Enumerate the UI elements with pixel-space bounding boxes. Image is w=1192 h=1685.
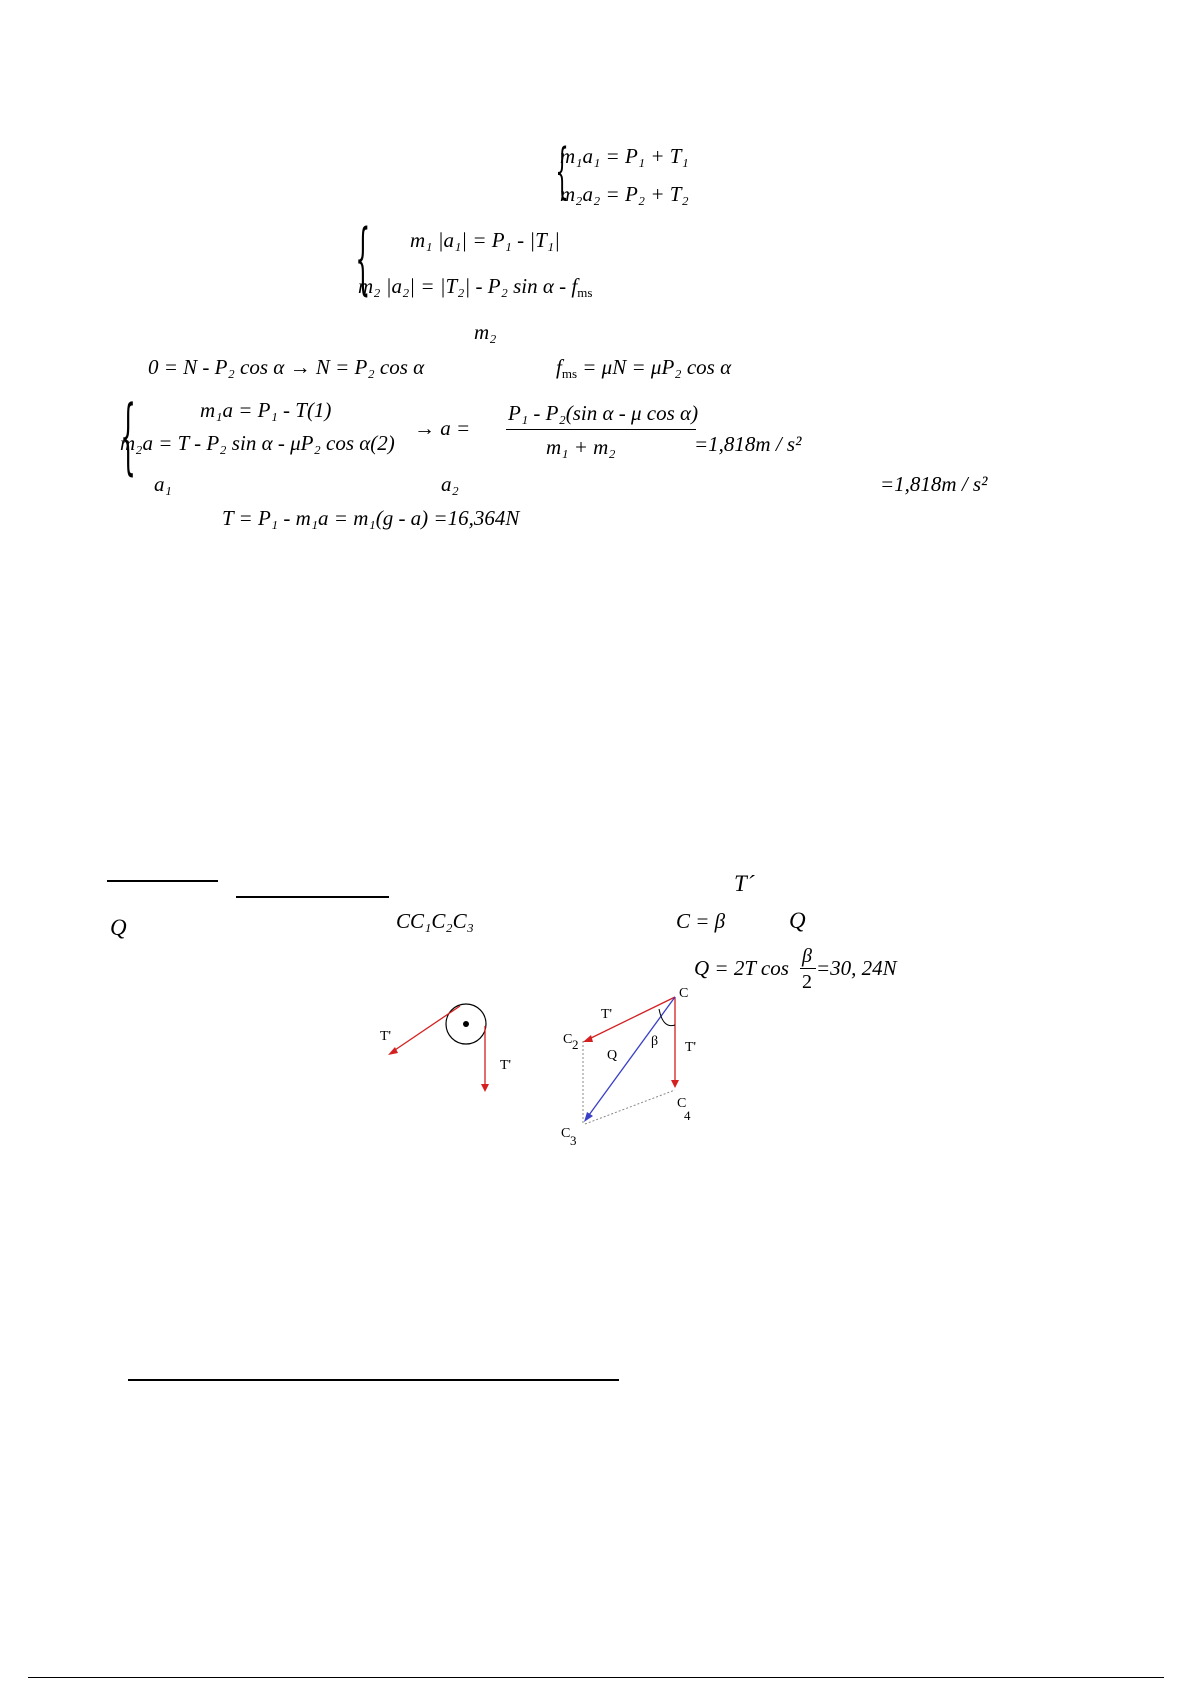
eq-motion-2: m₂a = T - P₂ sin α - μP₂ cos α(2): [120, 431, 395, 455]
fraction-bar: [506, 429, 696, 430]
label-c2: C: [563, 1032, 573, 1047]
underline-2: [236, 896, 389, 898]
fraction-denominator: m₁ + m₂: [546, 435, 616, 459]
eq-resultant-q: [694, 958, 789, 979]
label-beta: β: [651, 1034, 659, 1049]
eq-scalar-2-main: m₂ |a₂| = |T₂| - P₂ sin α - f: [358, 274, 578, 298]
eq-motion-1: m₁a = P₁ - T(1): [200, 398, 332, 422]
eq-arrow-a: → a =: [414, 416, 471, 440]
eq-normal-force: 0 = N - P₂ cos α → N = P₂ cos α: [148, 355, 425, 379]
q-formula-lhs: Q = 2T cos: [694, 956, 789, 980]
friction-sub: ms: [561, 366, 578, 381]
label-angle-c: C = β: [676, 909, 726, 933]
label-a1: a₁: [154, 472, 172, 496]
label-t-prime: T´: [734, 871, 755, 896]
label-t-top: T': [601, 1007, 613, 1022]
label-c4-sub: 4: [684, 1108, 691, 1123]
arrowhead-c3: [584, 1112, 593, 1122]
arrowhead-down: [481, 1084, 489, 1092]
label-parallelogram: CC₁C₂C₃: [396, 909, 474, 933]
label-m2: m₂: [474, 320, 497, 344]
footer-rule: [28, 1677, 1164, 1678]
brace-scalar-system: {: [355, 214, 371, 304]
label-q: Q: [607, 1048, 618, 1063]
label-q-2: Q: [789, 908, 806, 933]
label-t-right: T': [685, 1040, 697, 1055]
eq-vector-1: m₁a₁ = P₁ + T₁: [560, 144, 689, 168]
pulley-figure: [370, 990, 530, 1100]
eq-scalar-2: [358, 276, 592, 299]
label-c: C: [679, 986, 689, 1001]
pulley-label-t-left: T': [380, 1029, 392, 1044]
result-acceleration: =1,818m / s²: [694, 432, 802, 456]
eq-scalar-1: m₁ |a₁| = P₁ - |T₁|: [410, 228, 560, 252]
side-c3-c4: [585, 1090, 675, 1124]
pulley-axle: [463, 1021, 469, 1027]
parallelogram-figure: [555, 985, 725, 1150]
q-fraction-bar: [800, 968, 816, 969]
label-c4: C: [677, 1096, 687, 1111]
fraction-numerator: P₁ - P₂(sin α - μ cos α): [508, 401, 699, 425]
eq-vector-2: m₂a₂ = P₂ + T₂: [560, 182, 689, 206]
label-c3-sub: 3: [570, 1133, 577, 1148]
friction-f: f: [556, 355, 562, 379]
underline-1: [107, 880, 218, 882]
friction-rest: = μN = μP₂ cos α: [577, 355, 732, 379]
brace-motion-system: {: [120, 389, 136, 484]
eq-friction: [556, 357, 731, 380]
eq-scalar-2-sub: ms: [577, 285, 593, 300]
underline-3: [128, 1379, 619, 1381]
pulley-label-t-right: T': [500, 1058, 512, 1073]
angle-beta-arc: [659, 1009, 675, 1026]
q-formula-rhs: =30, 24N: [816, 956, 897, 980]
label-c2-sub: 2: [572, 1037, 579, 1052]
arrowhead-c4: [671, 1080, 679, 1088]
eq-tension: T = P₁ - m₁a = m₁(g - a) =16,364N: [222, 506, 520, 530]
label-a2: a₂: [441, 472, 459, 496]
rope-left-arrow: [392, 1006, 460, 1052]
label-q-1: Q: [110, 915, 127, 940]
q-fraction-num: β: [802, 945, 812, 967]
q-fraction-den: 2: [802, 971, 812, 993]
label-c3: C: [561, 1126, 571, 1141]
brace-vector-system: {: [555, 136, 569, 206]
result-acceleration-2: =1,818m / s²: [880, 472, 988, 496]
arrowhead-c2: [583, 1035, 593, 1042]
